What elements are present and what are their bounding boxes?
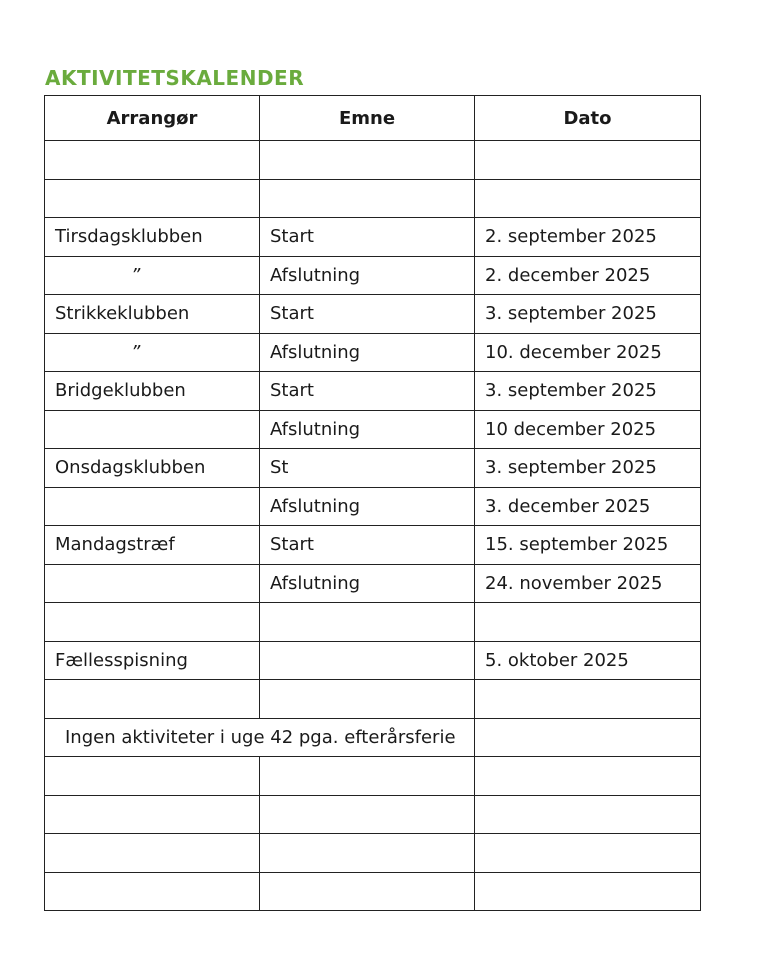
topic-cell [260, 834, 475, 873]
organizer-cell [45, 603, 260, 642]
organizer-cell: Fællesspisning [45, 641, 260, 680]
topic-cell: Afslutning [260, 333, 475, 372]
date-cell [475, 795, 701, 834]
table-row [45, 641, 701, 680]
date-cell [475, 834, 701, 873]
date-cell [475, 680, 701, 719]
organizer-cell [45, 795, 260, 834]
topic-cell [260, 795, 475, 834]
note-row [45, 718, 701, 757]
organizer-ditto-mark: ” [45, 256, 260, 295]
date-cell: 24. november 2025 [475, 564, 701, 603]
table-row [45, 256, 701, 295]
topic-cell: Afslutning [260, 256, 475, 295]
organizer-cell [45, 410, 260, 449]
table-row [45, 218, 701, 257]
organizer-cell: Tirsdagsklubben [45, 218, 260, 257]
organizer-cell [45, 872, 260, 911]
autumn-holiday-note: Ingen aktiviteter i uge 42 pga. efterårsferie [45, 718, 475, 757]
organizer-cell [45, 141, 260, 180]
organizer-cell [45, 680, 260, 719]
table-row [45, 564, 701, 603]
date-cell [475, 757, 701, 796]
table-row [45, 410, 701, 449]
column-header-topic: Emne [260, 96, 475, 141]
topic-cell: Start [260, 526, 475, 565]
date-cell [475, 718, 701, 757]
organizer-cell [45, 834, 260, 873]
topic-cell [260, 603, 475, 642]
organizer-cell [45, 179, 260, 218]
date-cell: 10. december 2025 [475, 333, 701, 372]
page-title: AKTIVITETSKALENDER [45, 66, 305, 90]
date-cell: 3. september 2025 [475, 372, 701, 411]
activity-calendar-table [44, 95, 701, 911]
topic-cell [260, 141, 475, 180]
date-cell: 5. oktober 2025 [475, 641, 701, 680]
table-row [45, 179, 701, 218]
table-row [45, 372, 701, 411]
date-cell [475, 141, 701, 180]
date-cell: 10 december 2025 [475, 410, 701, 449]
table-row [45, 757, 701, 796]
table-row [45, 141, 701, 180]
date-cell [475, 603, 701, 642]
date-cell: 3. september 2025 [475, 449, 701, 488]
topic-cell: Start [260, 372, 475, 411]
table-row [45, 487, 701, 526]
organizer-cell: Strikkeklubben [45, 295, 260, 334]
table-row [45, 872, 701, 911]
topic-cell [260, 179, 475, 218]
table-row [45, 834, 701, 873]
organizer-ditto-mark: ” [45, 333, 260, 372]
date-cell [475, 872, 701, 911]
topic-cell: St [260, 449, 475, 488]
date-cell [475, 179, 701, 218]
date-cell: 2. september 2025 [475, 218, 701, 257]
date-cell: 2. december 2025 [475, 256, 701, 295]
organizer-cell: Mandagstræf [45, 526, 260, 565]
topic-cell [260, 641, 475, 680]
table-row [45, 449, 701, 488]
topic-cell: Start [260, 295, 475, 334]
organizer-cell [45, 487, 260, 526]
table-row [45, 295, 701, 334]
topic-cell: Afslutning [260, 487, 475, 526]
topic-cell [260, 757, 475, 796]
date-cell: 3. december 2025 [475, 487, 701, 526]
topic-cell: Start [260, 218, 475, 257]
header-row [45, 96, 701, 141]
date-cell: 3. september 2025 [475, 295, 701, 334]
table-row [45, 680, 701, 719]
date-cell: 15. september 2025 [475, 526, 701, 565]
topic-cell: Afslutning [260, 410, 475, 449]
table-row [45, 333, 701, 372]
topic-cell [260, 872, 475, 911]
organizer-cell [45, 757, 260, 796]
column-header-organizer: Arrangør [45, 96, 260, 141]
organizer-cell [45, 564, 260, 603]
table-row [45, 526, 701, 565]
column-header-date: Dato [475, 96, 701, 141]
table-row [45, 795, 701, 834]
table-row [45, 603, 701, 642]
topic-cell [260, 680, 475, 719]
topic-cell: Afslutning [260, 564, 475, 603]
organizer-cell: Onsdagsklubben [45, 449, 260, 488]
organizer-cell: Bridgeklubben [45, 372, 260, 411]
